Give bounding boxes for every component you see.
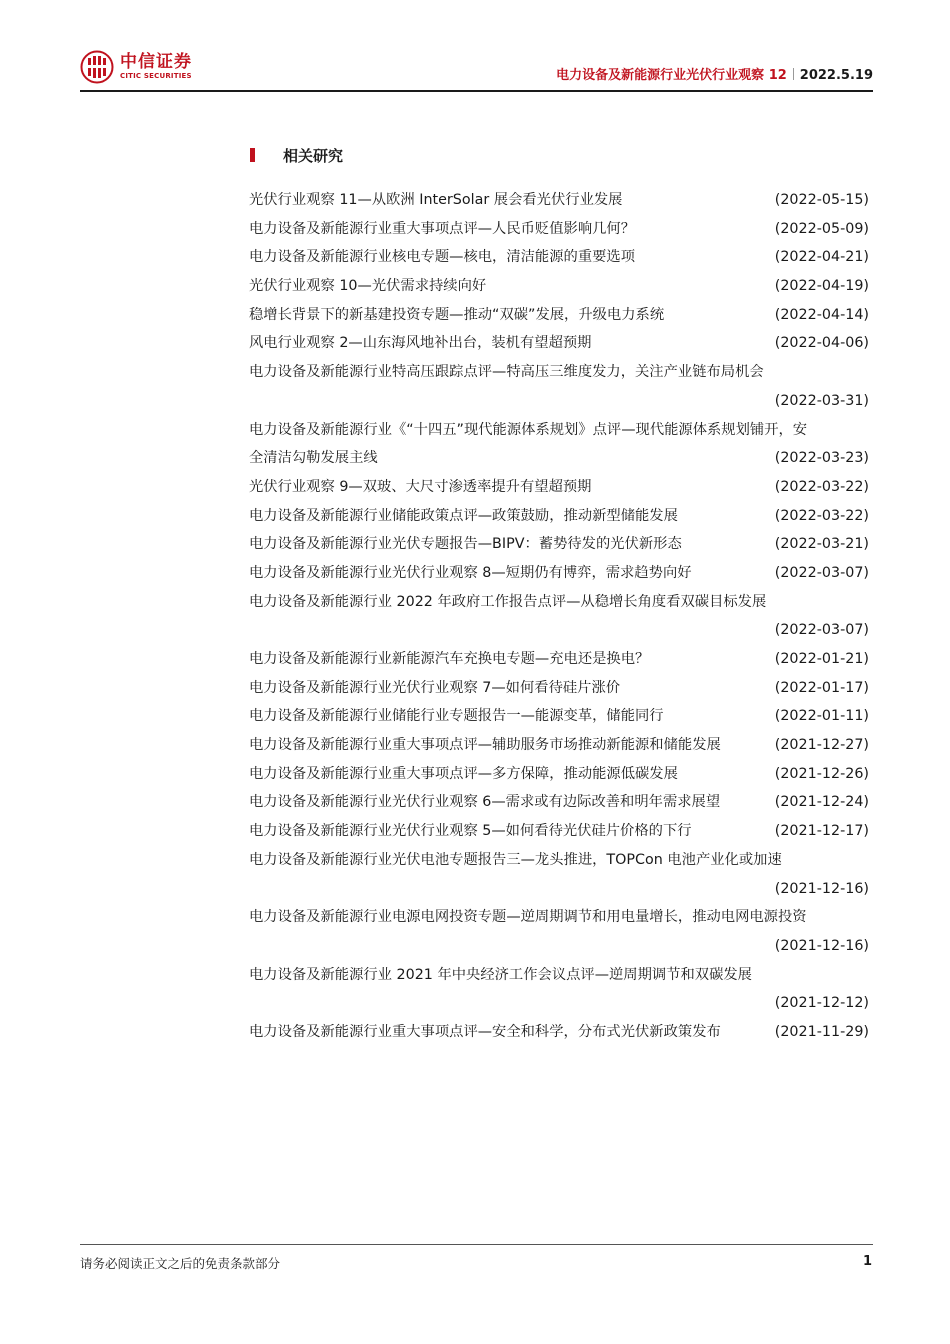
research-row — [249, 674, 880, 703]
research-row — [249, 416, 880, 445]
research-date: (2022-03-07) — [774, 564, 869, 581]
research-title: 电力设备及新能源行业光伏行业观察 5—如何看待光伏硅片价格的下行 — [249, 823, 692, 840]
research-title: 风电行业观察 2—山东海风地补出台，装机有望超预期 — [249, 335, 592, 352]
research-date: (2021-11-29) — [774, 1023, 869, 1040]
research-row — [249, 817, 880, 846]
research-date: (2022-04-19) — [774, 278, 869, 295]
research-title: 电力设备及新能源行业光伏行业观察 7—如何看待硅片涨价 — [249, 679, 621, 696]
research-row — [249, 358, 880, 387]
research-title: 光伏行业观察 11—从欧洲 InterSolar 展会看光伏行业发展 — [249, 192, 623, 208]
citic-logo — [80, 50, 192, 84]
page-number: 1 — [862, 1254, 872, 1269]
research-row — [249, 1018, 880, 1047]
research-title: 电力设备及新能源行业核电专题—核电，清洁能源的重要选项 — [249, 249, 636, 266]
research-row — [249, 387, 880, 416]
page-header — [80, 44, 873, 92]
research-title: 电力设备及新能源行业《“十四五”现代能源体系规划》点评—现代能源体系规划铺开，安 — [249, 421, 808, 438]
research-title: 电力设备及新能源行业重大事项点评—多方保障，推动能源低碳发展 — [249, 765, 678, 782]
research-date: (2022-03-22) — [774, 478, 869, 495]
research-title: 电力设备及新能源行业光伏行业观察 8—短期仍有博弈，需求趋势向好 — [249, 564, 692, 581]
research-row — [249, 473, 880, 502]
research-row — [249, 272, 880, 301]
research-row — [249, 932, 880, 961]
header-date: 2022.5.19 — [799, 68, 873, 83]
research-row — [249, 989, 880, 1018]
research-title: 电力设备及新能源行业储能行业专题报告一—能源变革，储能同行 — [249, 708, 664, 725]
research-row — [249, 530, 880, 559]
footer-disclaimer: 请务必阅读正文之后的免责条款部分 — [80, 1256, 281, 1271]
research-row — [249, 702, 880, 731]
research-date: (2022-03-07) — [774, 622, 869, 639]
research-date: (2022-04-21) — [774, 249, 869, 266]
research-date: (2021-12-12) — [774, 995, 869, 1012]
research-title: 电力设备及新能源行业 2021 年中央经济工作会议点评—逆周期调节和双碳发展 — [249, 966, 752, 983]
research-date: (2022-01-21) — [774, 651, 869, 667]
research-row — [249, 903, 880, 932]
research-row — [249, 588, 880, 617]
research-date: (2022-03-21) — [774, 536, 869, 553]
research-date: (2022-05-15) — [774, 192, 869, 208]
research-date: (2021-12-16) — [774, 880, 869, 897]
section-marker — [250, 148, 255, 162]
research-title: 稳增长背景下的新基建投资专题—推动“双碳”发展，升级电力系统 — [249, 306, 665, 323]
research-row — [249, 301, 880, 330]
research-date: (2022-03-23) — [774, 450, 869, 467]
research-row — [249, 329, 880, 358]
header-report-info — [556, 64, 873, 83]
research-row — [249, 186, 880, 215]
research-row — [249, 502, 880, 531]
research-title: 电力设备及新能源行业光伏行业观察 6—需求或有边际改善和明年需求展望 — [249, 794, 721, 811]
logo-english-name: CITIC SECURITIES — [120, 72, 192, 80]
research-row — [249, 444, 880, 473]
research-title: 电力设备及新能源行业重大事项点评—安全和科学，分布式光伏新政策发布 — [249, 1023, 721, 1040]
research-row — [249, 788, 880, 817]
research-title: 电力设备及新能源行业新能源汽车充换电专题—充电还是换电？ — [249, 651, 650, 667]
header-report-title: 电力设备及新能源行业光伏行业观察 12 — [556, 68, 787, 83]
section-title: 相关研究 — [283, 146, 344, 165]
research-date: (2021-12-16) — [774, 937, 869, 954]
research-row — [249, 760, 880, 789]
research-date: (2022-04-14) — [774, 306, 869, 323]
research-title: 光伏行业观察 10—光伏需求持续向好 — [249, 278, 487, 295]
research-title: 电力设备及新能源行业光伏专题报告—BIPV：蓄势待发的光伏新形态 — [249, 536, 682, 553]
footer-rule — [80, 1244, 873, 1245]
research-row — [249, 243, 880, 272]
research-title: 全清洁勾勒发展主线 — [249, 450, 378, 467]
research-date: (2022-01-17) — [774, 679, 869, 696]
research-title: 电力设备及新能源行业重大事项点评—人民币贬值影响几何？ — [249, 220, 636, 237]
research-row — [249, 645, 880, 674]
research-title: 电力设备及新能源行业特高压跟踪点评—特高压三维度发力，关注产业链布局机会 — [249, 364, 764, 381]
research-date: (2022-04-06) — [774, 335, 869, 352]
research-date: (2021-12-26) — [774, 765, 869, 782]
research-title: 电力设备及新能源行业光伏电池专题报告三—龙头推进，TOPCon 电池产业化或加速 — [249, 851, 782, 868]
research-title: 电力设备及新能源行业重大事项点评—辅助服务市场推动新能源和储能发展 — [249, 737, 721, 754]
research-row — [249, 846, 880, 875]
section-heading — [250, 145, 343, 165]
citic-emblem-icon — [80, 50, 114, 84]
research-row — [249, 616, 880, 645]
research-title: 光伏行业观察 9—双玻、大尺寸渗透率提升有望超预期 — [249, 478, 592, 495]
research-date: (2021-12-24) — [774, 794, 869, 811]
research-row — [249, 559, 880, 588]
research-title: 电力设备及新能源行业储能政策点评—政策鼓励，推动新型储能发展 — [249, 507, 678, 524]
research-row — [249, 215, 880, 244]
research-title: 电力设备及新能源行业电源电网投资专题—逆周期调节和用电量增长，推动电网电源投资 — [249, 909, 807, 926]
research-date: (2021-12-17) — [774, 823, 869, 840]
research-row — [249, 875, 880, 904]
research-date: (2022-05-09) — [774, 220, 869, 237]
research-title: 电力设备及新能源行业 2022 年政府工作报告点评—从稳增长角度看双碳目标发展 — [249, 593, 767, 610]
logo-chinese-name: 中信证券 — [120, 52, 192, 72]
research-date: (2022-03-31) — [774, 392, 869, 409]
research-row — [249, 961, 880, 990]
research-date: (2022-03-22) — [774, 507, 869, 524]
related-research-list — [249, 186, 880, 1047]
header-rule — [80, 90, 873, 92]
research-row — [249, 731, 880, 760]
header-divider — [793, 68, 794, 80]
research-date: (2021-12-27) — [774, 737, 869, 754]
research-date: (2022-01-11) — [774, 708, 869, 725]
